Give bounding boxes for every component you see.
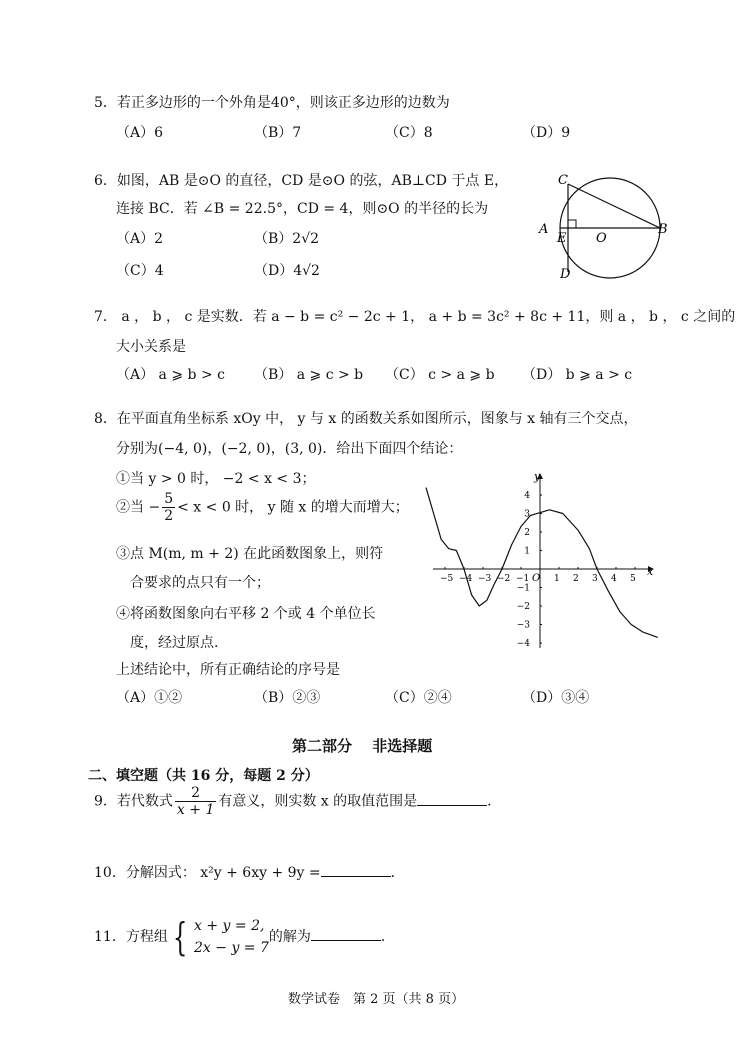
- q7-line2: 大小关系是: [116, 339, 186, 355]
- x-tick-label: −2: [497, 574, 511, 584]
- label-c: C: [558, 173, 568, 188]
- x-tick-label: −1: [516, 574, 530, 584]
- x-tick-label: −3: [478, 574, 492, 584]
- y-tick-label: 2: [524, 528, 530, 538]
- q5-option-d: （D）9: [522, 125, 571, 141]
- q8-line1: 8．在平面直角坐标系 xOy 中， y 与 x 的函数关系如图所示，图象与 x 轴有三个交点，: [94, 411, 638, 427]
- q7-option-d: （D） b ⩾ a > c: [522, 367, 633, 383]
- label-o: O: [596, 231, 607, 246]
- x-tick-label: 5: [630, 574, 636, 584]
- q6-option-d: （D）4√2: [254, 263, 320, 279]
- q11-answer-blank[interactable]: [311, 926, 381, 941]
- q6-option-a: （A）2: [116, 231, 164, 247]
- q8-line2: 分别为(−4, 0)，(−2, 0)，(3, 0)．给出下面四个结论：: [116, 441, 463, 457]
- q6-line1: 6．如图，AB 是⊙O 的直径，CD 是⊙O 的弦，AB⊥CD 于点 E，: [94, 173, 509, 189]
- q7-option-a: （A） a ⩾ b > c: [116, 367, 225, 383]
- x-axis-label: x: [647, 565, 654, 578]
- circle-figure: [530, 170, 680, 285]
- q6-line2: 连接 BC．若 ∠B = 22.5°，CD = 4，则⊙O 的半径的长为: [116, 201, 489, 217]
- q8-option-c: （C）②④: [385, 690, 452, 706]
- q9-answer-blank[interactable]: [417, 791, 487, 806]
- q8-conclusion-3b: 合要求的点只有一个；: [130, 575, 270, 591]
- y-tick-label: −4: [516, 639, 530, 649]
- q8-option-b: （B）②③: [254, 690, 321, 706]
- origin-label: O: [532, 573, 541, 584]
- function-graph: [415, 468, 665, 653]
- q8-conclusion-4b: 度，经过原点.: [130, 635, 219, 651]
- label-e: E: [557, 231, 567, 246]
- label-d: D: [560, 267, 571, 282]
- q8-conclusion-2: ②当 − $\frac{5}{2}$ < x < 0 时， y 随 x 的增大而增大；: [116, 491, 409, 524]
- x-tick-label: −4: [459, 574, 473, 584]
- y-tick-label: −3: [516, 620, 530, 631]
- function-curve: [426, 488, 658, 638]
- y-axis-label: y: [534, 470, 541, 483]
- x-tick-label: −5: [440, 574, 454, 584]
- q6-option-c: （C）4: [116, 263, 164, 279]
- section-fill-blank: 二、填空题（共 16 分，每题 2 分）: [88, 768, 319, 784]
- q10-answer-blank[interactable]: [321, 862, 391, 877]
- q5-stem: 5．若正多边形的一个外角是40°，则该正多边形的边数为: [94, 95, 450, 111]
- q7-line1: 7． a ， b ， c 是实数．若 a − b = c² − 2c + 1， a + b = 3c² + 8c + 11，则 a ， b ， c 之间的: [94, 309, 736, 325]
- x-tick-label: 2: [573, 574, 579, 584]
- label-b: B: [658, 222, 668, 237]
- q5-option-c: （C）8: [385, 125, 433, 141]
- q8-conclusion-4a: ④将函数图象向右平移 2 个或 4 个单位长: [116, 606, 376, 622]
- q7-option-c: （C） c > a ⩾ b: [385, 367, 495, 383]
- q8-conclusion-3a: ③点 M(m, m + 2) 在此函数图象上，则符: [116, 546, 384, 562]
- q7-option-b: （B） a ⩾ c > b: [254, 367, 364, 383]
- q8-option-d: （D）③④: [522, 690, 590, 706]
- y-tick-label: 1: [524, 546, 530, 557]
- y-tick-label: −1: [516, 583, 530, 594]
- q10: 10．分解因式： x²y + 6xy + 9y = ．: [94, 862, 405, 882]
- q6-option-b: （B）2√2: [254, 231, 320, 247]
- q5-option-b: （B）7: [254, 125, 302, 141]
- q5-option-a: （A）6: [116, 125, 164, 141]
- y-tick-label: −2: [516, 602, 530, 612]
- x-tick-label: 1: [554, 574, 560, 584]
- q8-conclusion-1: ①当 y > 0 时， −2 < x < 3；: [116, 471, 316, 487]
- q8-option-a: （A）①②: [116, 690, 183, 706]
- x-tick-label: 4: [611, 574, 617, 584]
- label-a: A: [539, 222, 549, 237]
- part2-title: 第二部分 非选择题: [292, 737, 433, 755]
- y-tick-label: 4: [524, 491, 530, 501]
- q11: 11．方程组 { x + y = 2, 2x − y = 7 的解为 ．: [94, 915, 395, 959]
- q8-last-line: 上述结论中，所有正确结论的序号是: [116, 662, 340, 678]
- y-tick-label: 3: [524, 509, 530, 520]
- page-footer: 数学试卷 第 2 页（共 8 页）: [288, 992, 465, 1007]
- x-tick-label: 3: [592, 574, 598, 584]
- q9: 9．若代数式 $\frac{2}{x + 1}$ 有意义，则实数 x 的取值范围是 ．: [94, 785, 502, 818]
